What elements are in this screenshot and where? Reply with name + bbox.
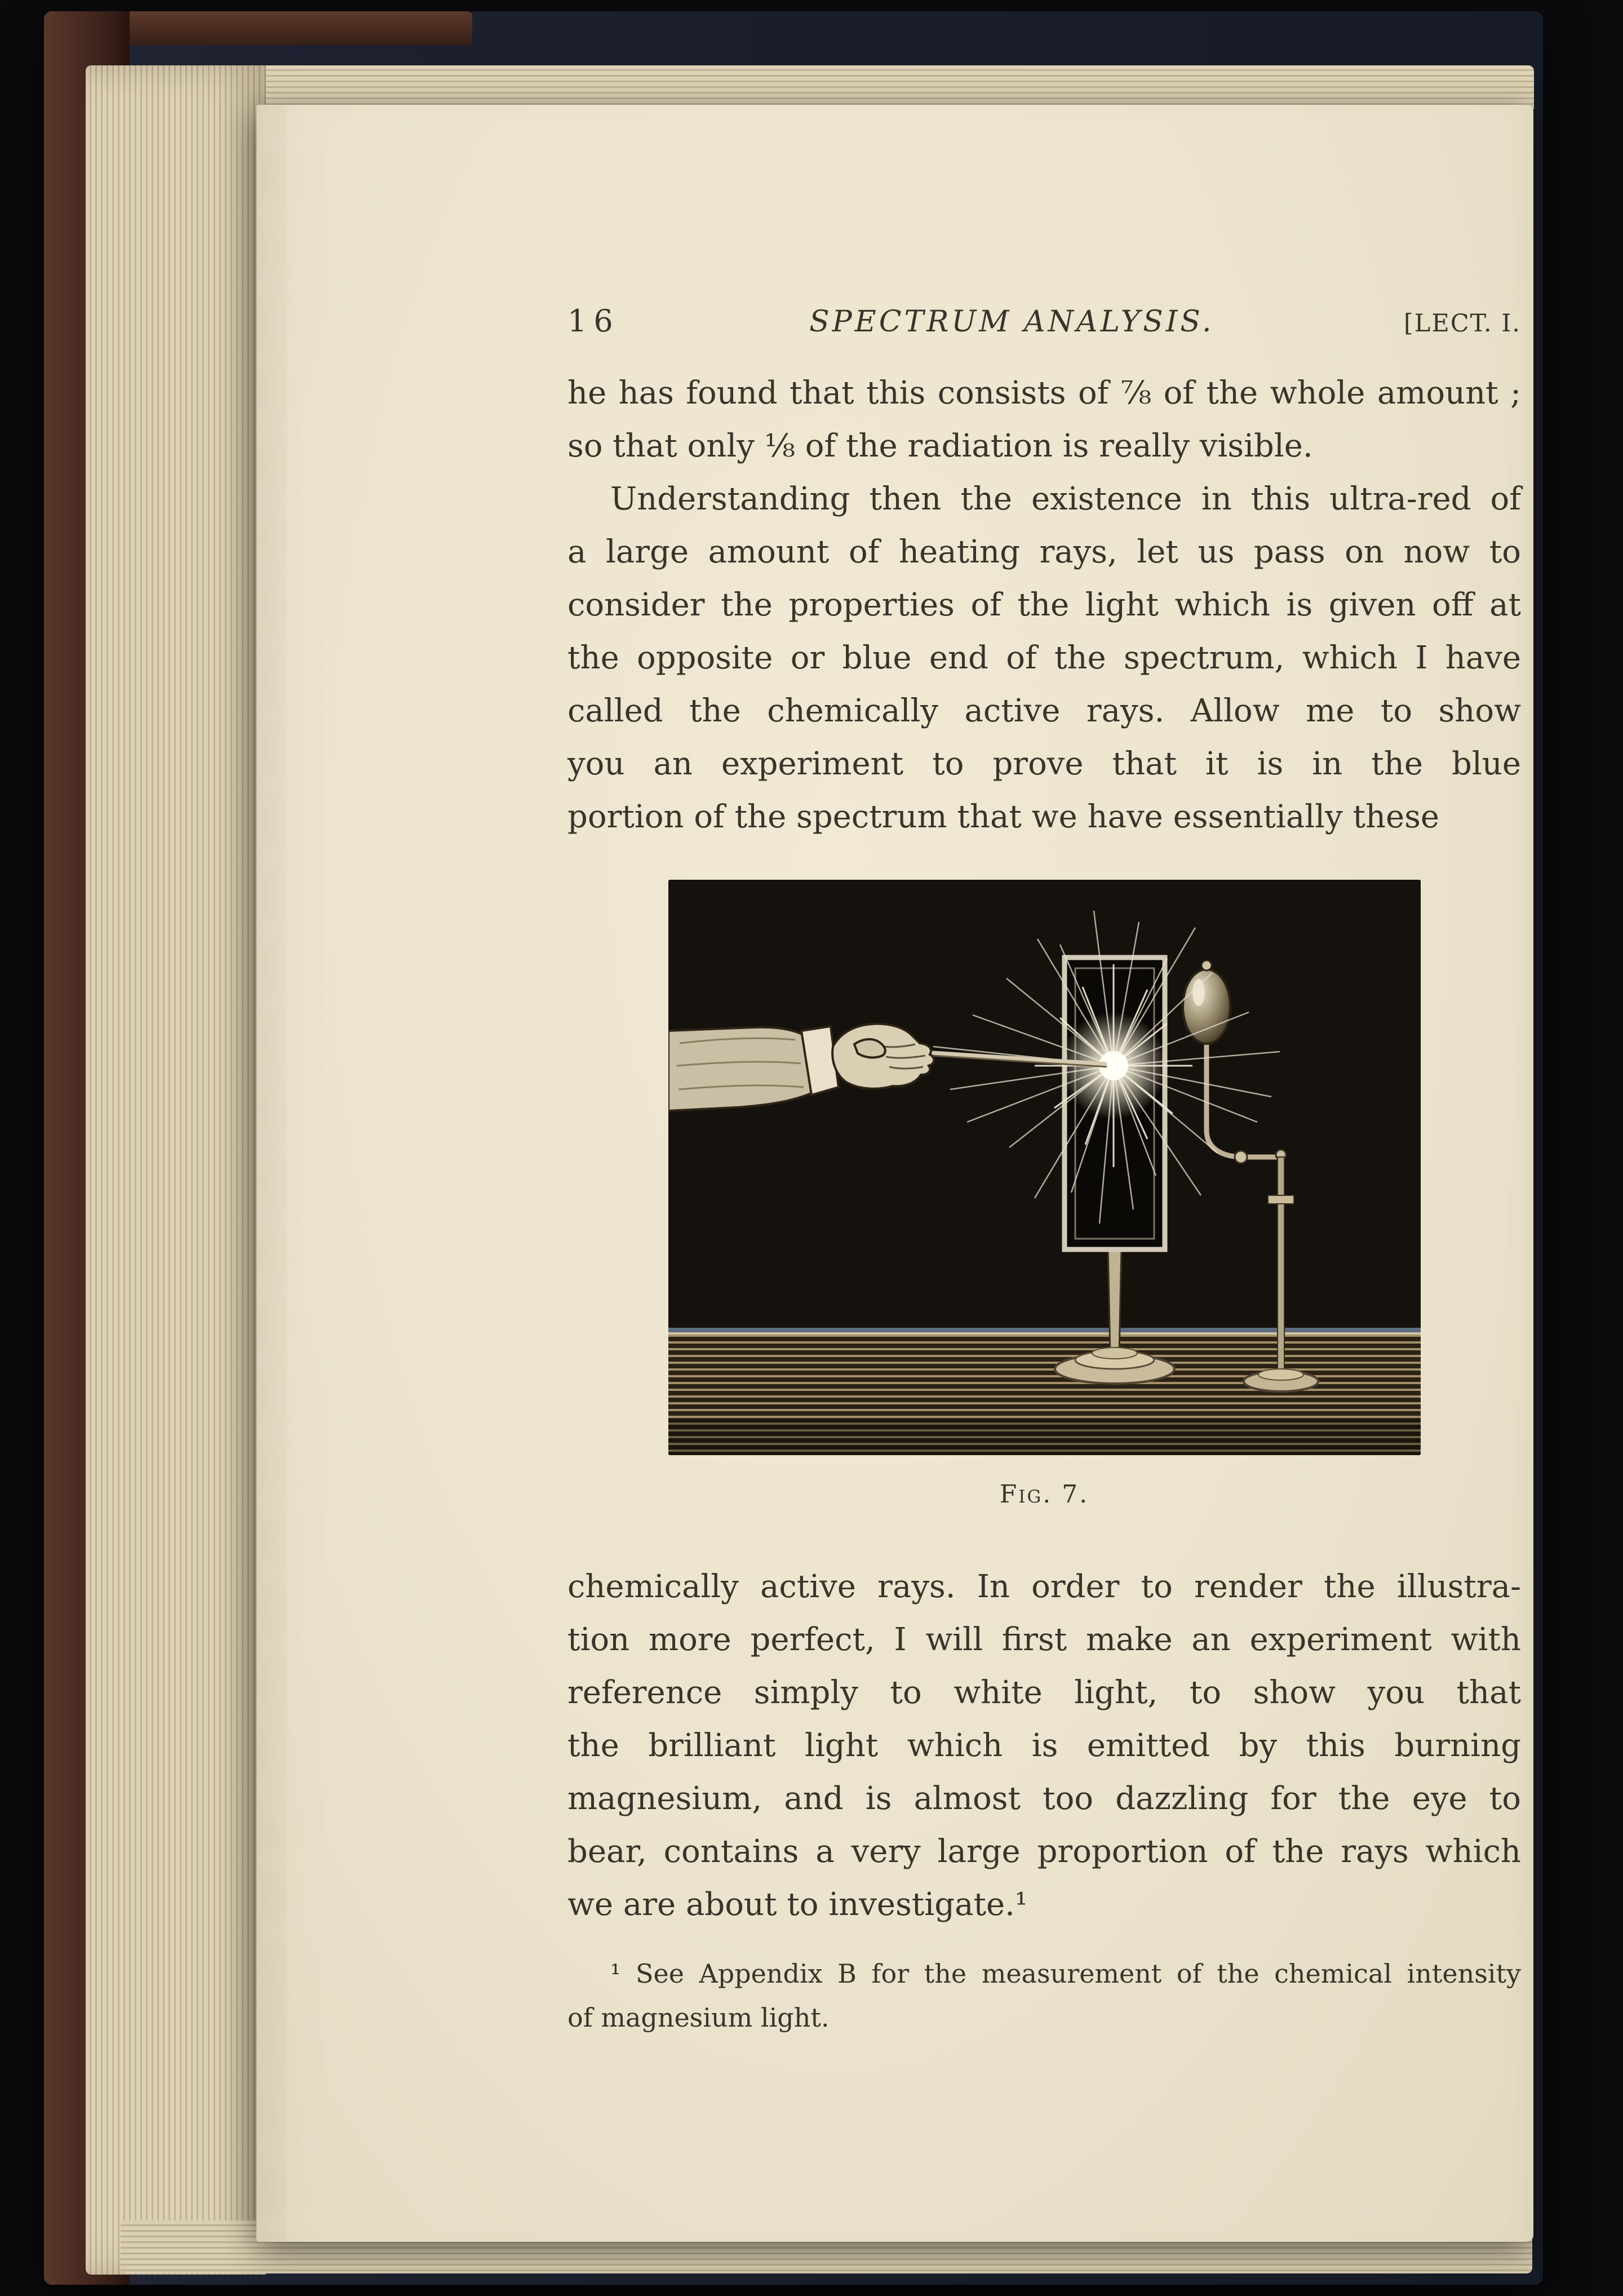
text-line: magnesium, and is almost too dazzling for the eye to — [567, 1780, 1521, 1817]
text-line: we are about to investigate.¹ — [567, 1886, 1028, 1923]
running-header — [567, 303, 1521, 339]
book-page — [256, 105, 1533, 2242]
text-line: of magnesium light. — [567, 2002, 830, 2033]
page-stack-left-edge — [86, 65, 266, 2275]
figure-7-engraving — [668, 880, 1421, 1455]
footnote — [567, 1952, 1521, 2040]
text-line: ¹ See Appendix B for the measurement of the chemical intensity — [610, 1958, 1521, 1989]
text-line: bear, contains a very large proportion of the rays which — [567, 1833, 1521, 1870]
text-line: a large amount of heating rays, let us pass on now to — [567, 534, 1521, 570]
text-line: so that only ⅛ of the radiation is really visible. — [567, 428, 1313, 464]
text-line: portion of the spectrum that we have essentially these — [567, 799, 1440, 835]
page-number: 16 — [567, 303, 620, 339]
text-line: the opposite or blue end of the spectrum, which I have — [567, 640, 1521, 676]
text-line: consider the properties of the light which is given off at — [567, 587, 1521, 623]
running-title: SPECTRUM ANALYSIS. — [809, 305, 1214, 339]
thumb — [854, 1039, 885, 1057]
text-line: he has found that this consists of ⅞ of the whole amount ; — [567, 375, 1521, 411]
page-content — [567, 303, 1521, 2040]
lecture-marker: [LECT. I. — [1404, 309, 1521, 338]
paragraph-2 — [567, 473, 1521, 844]
text-line: chemically active rays. In order to render the illustra- — [567, 1568, 1521, 1605]
text-line: reference simply to white light, to show you that — [567, 1674, 1521, 1711]
text-line: you an experiment to prove that it is in the blue — [567, 746, 1521, 782]
text-line: Understanding then the existence in this ultra-red of — [610, 481, 1521, 517]
text-line: the brilliant light which is emitted by this burning — [567, 1727, 1521, 1764]
table-surface — [668, 1328, 1421, 1455]
paragraph-3 — [567, 1561, 1521, 1931]
text-line: tion more perfect, I will first make an experiment with — [567, 1621, 1521, 1658]
figure-caption: Fig. 7. — [999, 1480, 1089, 1509]
figure-7 — [668, 880, 1421, 1509]
text-line: called the chemically active rays. Allow me to show — [567, 693, 1521, 729]
page-stack-top-edge — [86, 65, 1534, 109]
paragraph-1 — [567, 367, 1521, 473]
